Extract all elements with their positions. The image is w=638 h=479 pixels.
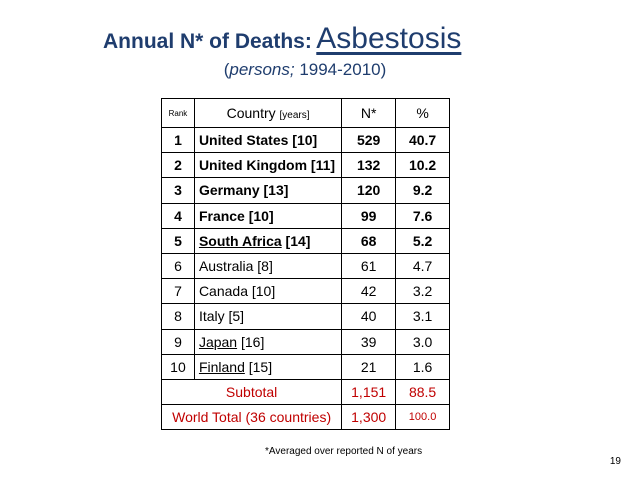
cell-pct: 7.6	[396, 203, 450, 228]
cell-pct: 9.2	[396, 178, 450, 203]
cell-n: 529	[342, 128, 396, 153]
header-rank: Rank	[162, 99, 195, 128]
world-total-row	[162, 405, 450, 430]
cell-pct: 4.7	[396, 253, 450, 278]
cell-rank: 2	[162, 153, 195, 178]
table-row	[162, 279, 450, 304]
cell-pct: 1.6	[396, 354, 450, 379]
cell-n: 42	[342, 279, 396, 304]
title-topic: Asbestosis	[316, 22, 462, 55]
cell-n: 132	[342, 153, 396, 178]
world-total-pct: 100.0	[396, 405, 450, 430]
table-row	[162, 128, 450, 153]
cell-pct: 10.2	[396, 153, 450, 178]
footnote: *Averaged over reported N of years	[265, 446, 423, 457]
cell-rank: 1	[162, 128, 195, 153]
table-row	[162, 253, 450, 278]
cell-country: Australia [8]	[194, 253, 341, 278]
table-row	[162, 354, 450, 379]
cell-rank: 7	[162, 279, 195, 304]
header-pct: %	[396, 99, 450, 128]
cell-country: United Kingdom [11]	[194, 153, 341, 178]
world-total-label: World Total (36 countries)	[162, 405, 342, 430]
slide-subtitle	[0, 60, 610, 80]
subtotal-label: Subtotal	[162, 379, 342, 404]
table-row	[162, 228, 450, 253]
cell-pct: 5.2	[396, 228, 450, 253]
table-row	[162, 178, 450, 203]
cell-rank: 8	[162, 304, 195, 329]
cell-country: Canada [10]	[194, 279, 341, 304]
table-row	[162, 203, 450, 228]
cell-n: 68	[342, 228, 396, 253]
cell-rank: 5	[162, 228, 195, 253]
table-row	[162, 153, 450, 178]
page-number: 19	[609, 456, 621, 467]
cell-n: 99	[342, 203, 396, 228]
cell-pct: 3.2	[396, 279, 450, 304]
cell-n: 40	[342, 304, 396, 329]
country-years: [16]	[237, 333, 265, 350]
cell-n: 39	[342, 329, 396, 354]
country-link-text: Finland	[198, 358, 245, 375]
table-row	[162, 304, 450, 329]
country-link-text: Japan	[198, 333, 238, 350]
subtitle-rest: 1994-2010)	[294, 60, 387, 79]
subtitle-open-paren: (	[223, 60, 230, 79]
country-years: [14]	[281, 232, 311, 249]
title-prefix: Annual N* of Deaths:	[103, 30, 312, 53]
subtotal-row	[162, 379, 450, 404]
cell-country: United States [10]	[194, 128, 341, 153]
cell-country	[194, 228, 341, 253]
deaths-table	[161, 98, 450, 430]
world-total-n: 1,300	[342, 405, 396, 430]
header-country	[194, 99, 341, 128]
cell-country	[194, 354, 341, 379]
cell-pct: 40.7	[396, 128, 450, 153]
cell-rank: 3	[162, 178, 195, 203]
cell-rank: 9	[162, 329, 195, 354]
header-country-label: Country	[226, 105, 276, 121]
table-header-row	[162, 99, 450, 128]
cell-rank: 10	[162, 354, 195, 379]
cell-country: Italy [5]	[194, 304, 341, 329]
cell-pct: 3.1	[396, 304, 450, 329]
slide-title	[103, 22, 461, 62]
cell-country	[194, 329, 341, 354]
table-row	[162, 329, 450, 354]
country-link-text: South Africa	[198, 232, 282, 249]
country-years: [15]	[244, 358, 273, 375]
cell-country: France [10]	[194, 203, 341, 228]
cell-pct: 3.0	[396, 329, 450, 354]
cell-n: 21	[342, 354, 396, 379]
cell-country: Germany [13]	[194, 178, 341, 203]
subtotal-pct: 88.5	[396, 379, 450, 404]
header-n: N*	[342, 99, 396, 128]
cell-rank: 4	[162, 203, 195, 228]
cell-n: 61	[342, 253, 396, 278]
cell-rank: 6	[162, 253, 195, 278]
subtitle-italic: persons;	[229, 60, 295, 79]
header-country-years: [years]	[279, 110, 310, 121]
subtotal-n: 1,151	[342, 379, 396, 404]
cell-n: 120	[342, 178, 396, 203]
